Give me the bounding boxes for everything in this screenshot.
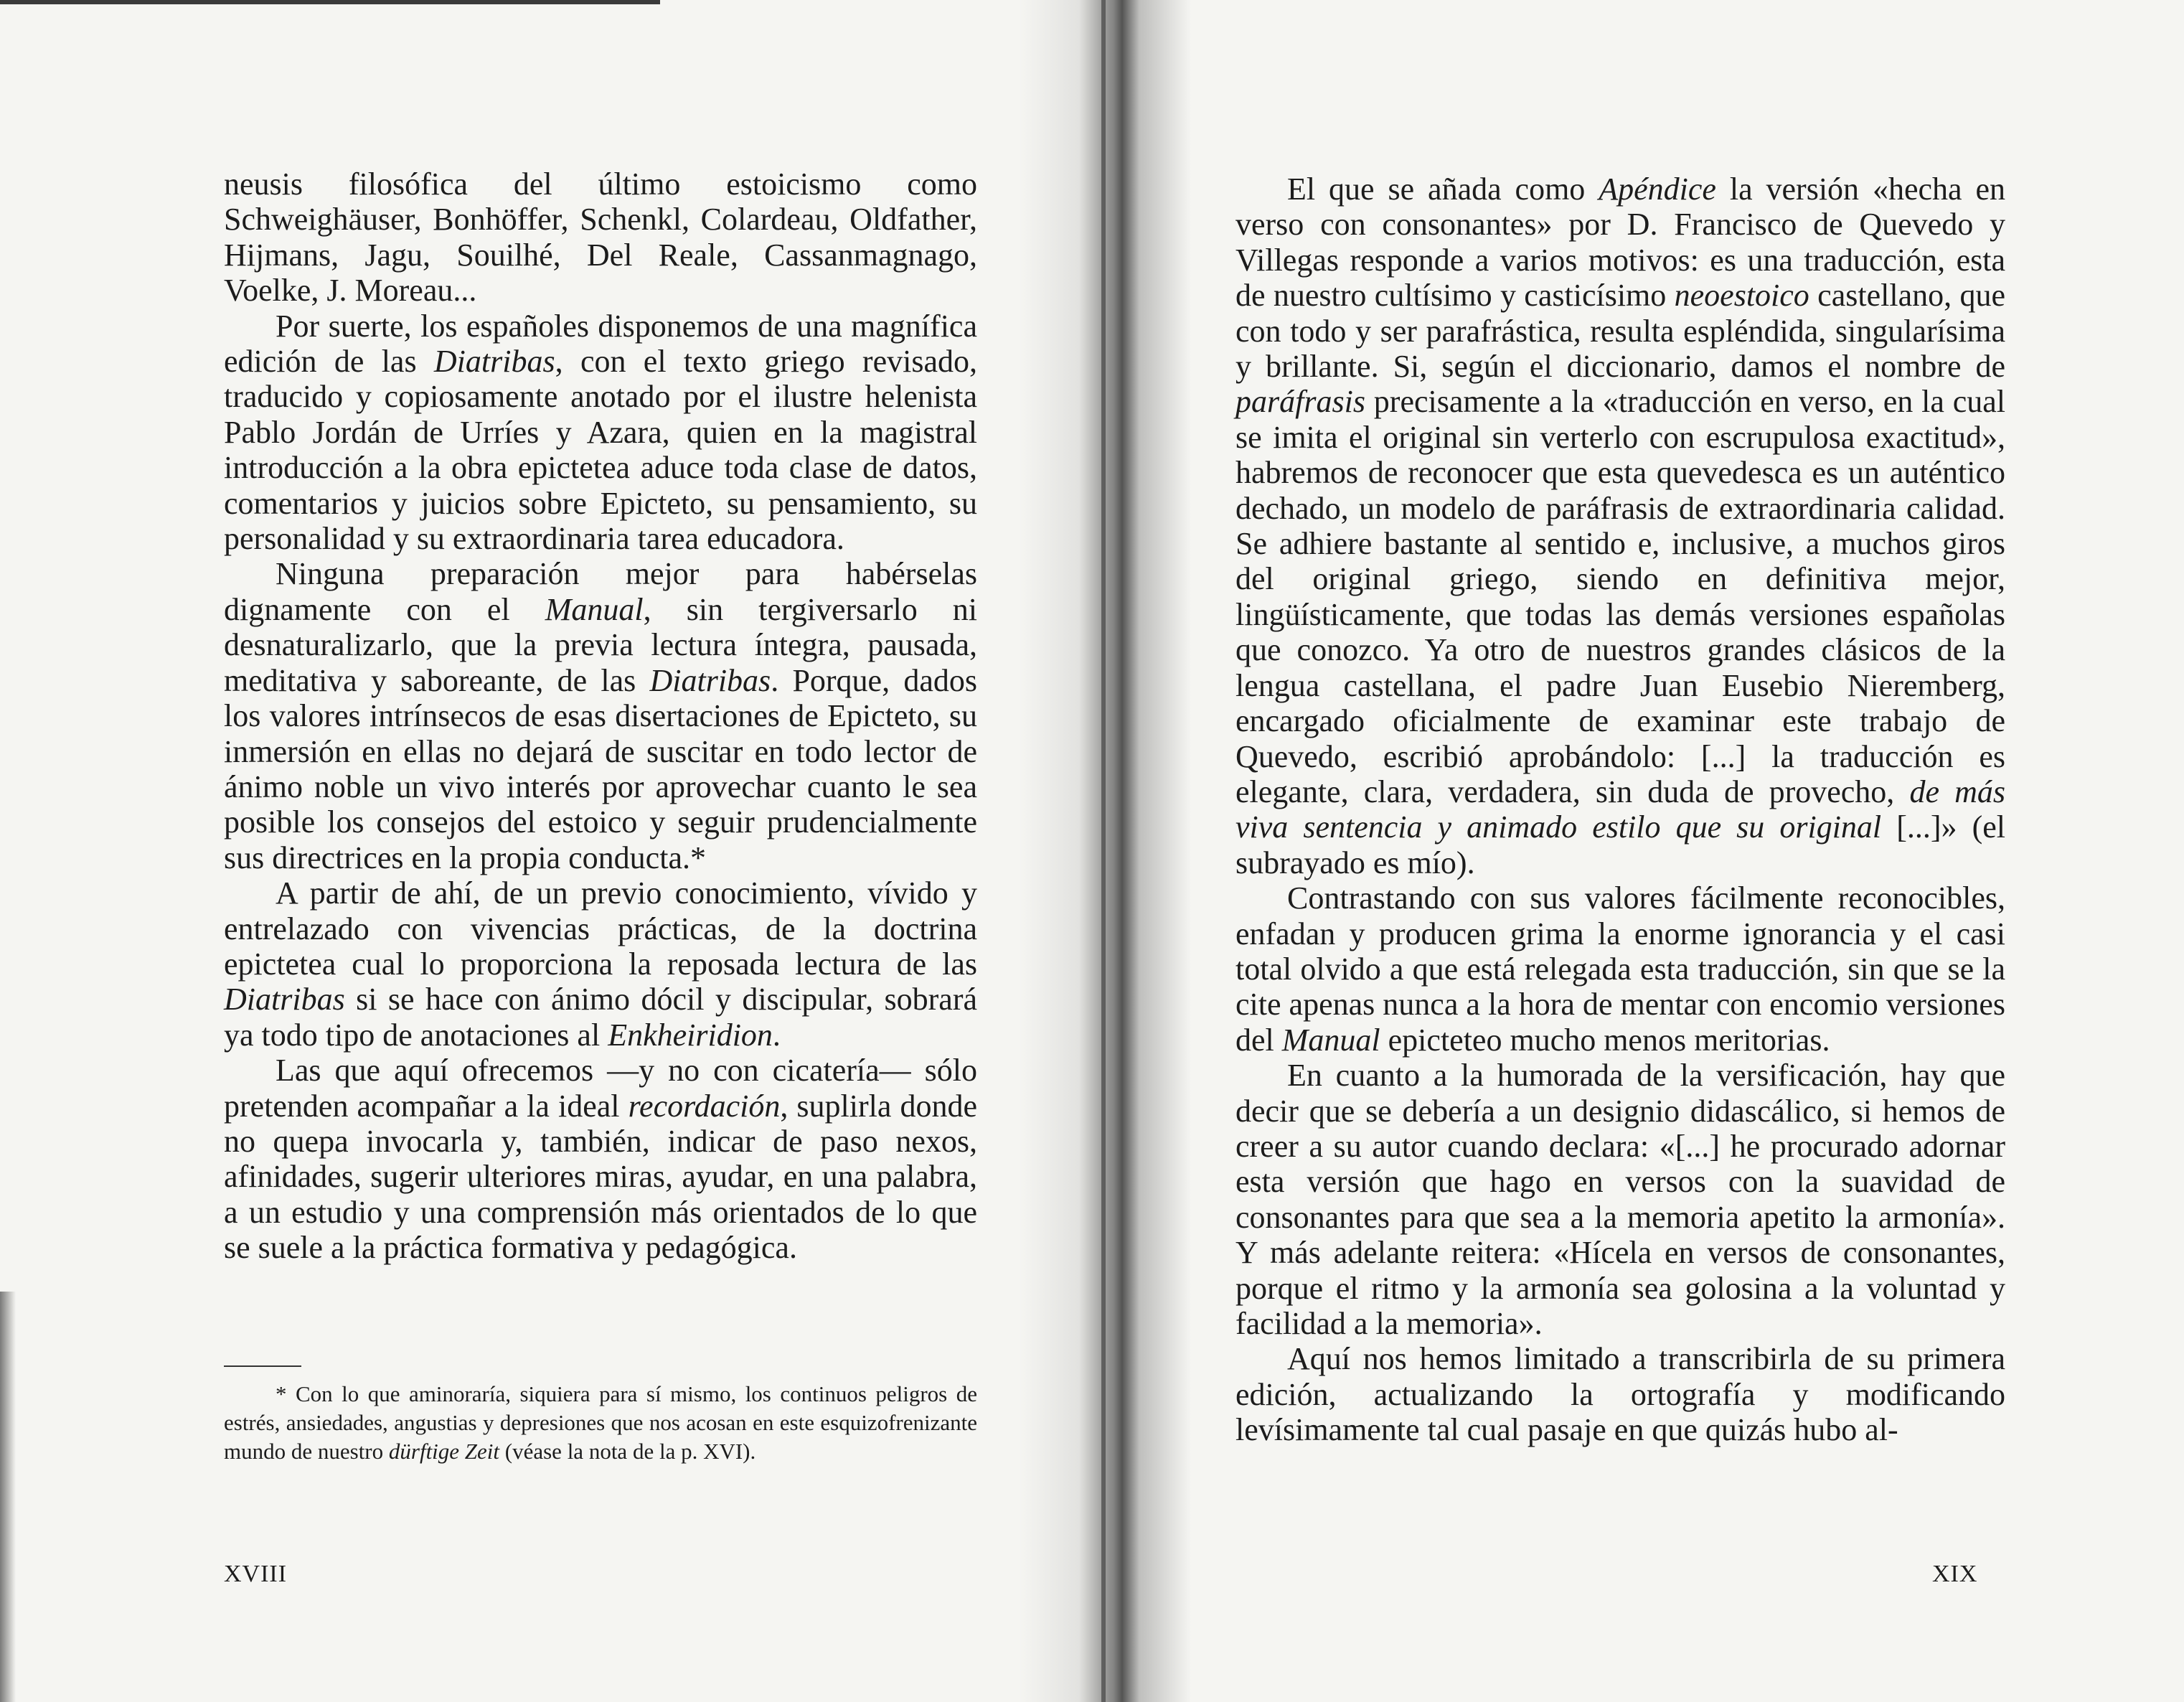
paragraph: Por suerte, los españoles disponemos de una magnífica edición de las Diatribas, con el texto griego revisado, traducido y copiosamente anotado por el ilustre helenista Pablo Jordán de Urríes y Azara, quien en la magistral introducción a la obra epictetea aduce toda clase de datos, comentarios y juicios sobre Epicteto, su pensamiento, su personalidad y su extraordinaria tarea educadora. (224, 308, 977, 557)
footnote (224, 1380, 977, 1466)
footnote-rule (224, 1365, 301, 1367)
paragraph: neusis filosófica del último estoicismo como Schweighäuser, Bonhöffer, Schenkl, Colardeau, Oldfather, Hijmans, Jagu, Souilhé, Del Reale, Cassanmagnago, Voelke, J. Moreau... (224, 166, 977, 309)
page-number: XVIII (224, 1561, 288, 1587)
paragraph: Ninguna preparación mejor para habérselas dignamente con el Manual, sin tergiversarlo ni desnaturalizarlo, que la previa lectura íntegra, pausada, meditativa y saboreante, de las Diatribas. Porque, dados los valores intrínsecos de esas disertaciones de Epicteto, su inmersión en ellas no dejará de suscitar en todo lector de ánimo noble un vivo interés por aprovechar cuanto le sea posible los consejos del estoico y seguir prudencialmente sus directrices en la propia conducta.* (224, 556, 977, 875)
right-page-body (1235, 171, 2005, 1448)
page-edge-shadow (0, 1292, 16, 1702)
book-spine-line (1101, 0, 1106, 1702)
paragraph: El que se añada como Apéndice la versión «hecha en verso con consonantes» por D. Francisco de Quevedo y Villegas responde a varios motivos: es una traducción, esta de nuestro cultísimo y casticísimo neoestoico castellano, que con todo y ser parafrástica, resulta espléndida, singularísima y brillante. Si, según el diccionario, damos el nombre de paráfrasis precisamente a la «traducción en verso, en la cual se imita el original sin verterlo con escrupulosa exactitud», habremos de reconocer que esta quevedesca es un auténtico dechado, un modelo de paráfrasis de extraordinaria calidad. Se adhiere bastante al sentido e, inclusive, a muchos giros del original griego, siendo en definitiva mejor, lingüísticamente, que todas las demás versiones españolas que conozco. Ya otro de nuestros grandes clásicos de la lengua castellana, el padre Juan Eusebio Nieremberg, encargado oficialmente de examinar este trabajo de Quevedo, escribió aprobándolo: [...] la traducción es elegante, clara, verdadera, sin duda de provecho, de más viva sentencia y animado estilo que su original [...]» (el subrayado es mío). (1235, 171, 2006, 880)
paragraph: Las que aquí ofrecemos —y no con cicatería— sólo pretenden acompañar a la ideal recordación, suplirla donde no quepa invocarla y, también, indicar de paso nexos, afinidades, sugerir ulteriores miras, ayudar, en una palabra, a un estudio y una comprensión más orientados de lo que se suele a la práctica formativa y pedagógica. (224, 1053, 977, 1266)
paragraph: Contrastando con sus valores fácilmente reconocibles, enfadan y producen grima la enorme ignorancia y el casi total olvido a que está relegada esta traducción, sin que se la cite apenas nunca a la hora de mentar con encomio versiones del Manual epicteteo mucho menos meritorias. (1235, 880, 2005, 1058)
page-number: XIX (1932, 1561, 1978, 1587)
paragraph: En cuanto a la humorada de la versificación, hay que decir que se debería a un designio didascálico, si hemos de creer a su autor cuando declara: «[...] he procurado adornar esta versión que hago en versos con la suavidad de consonantes para que sea a la memoria apetito la armonía». Y más adelante reitera: «Hícela en versos de consonantes, porque el ritmo y la armonía sea golosina a la voluntad y facilidad a la memoria». (1235, 1058, 2005, 1341)
scan-edge-bar (0, 0, 660, 4)
right-page (1094, 0, 2184, 1702)
footnote-text: * Con lo que aminoraría, siquiera para sí mismo, los continuos peligros de estrés, ansiedades, angustias y depresiones que nos acosan en este esquizofrenizante mundo de nuestro dürftige Zeit (véase la nota de la p. XVI). (224, 1381, 977, 1464)
paragraph: Aquí nos hemos limitado a transcribirla de su primera edición, actualizando la ortografía y modificando levísimamente tal cual pasaje en que quizás hubo al- (1235, 1341, 2005, 1448)
paragraph: A partir de ahí, de un previo conocimiento, vívido y entrelazado con vivencias prácticas, de la doctrina epictetea cual lo proporciona la reposada lectura de las Diatribas si se hace con ánimo dócil y discipular, sobrará ya todo tipo de anotaciones al Enkheiridion. (224, 875, 977, 1053)
left-page-body (224, 166, 977, 1266)
